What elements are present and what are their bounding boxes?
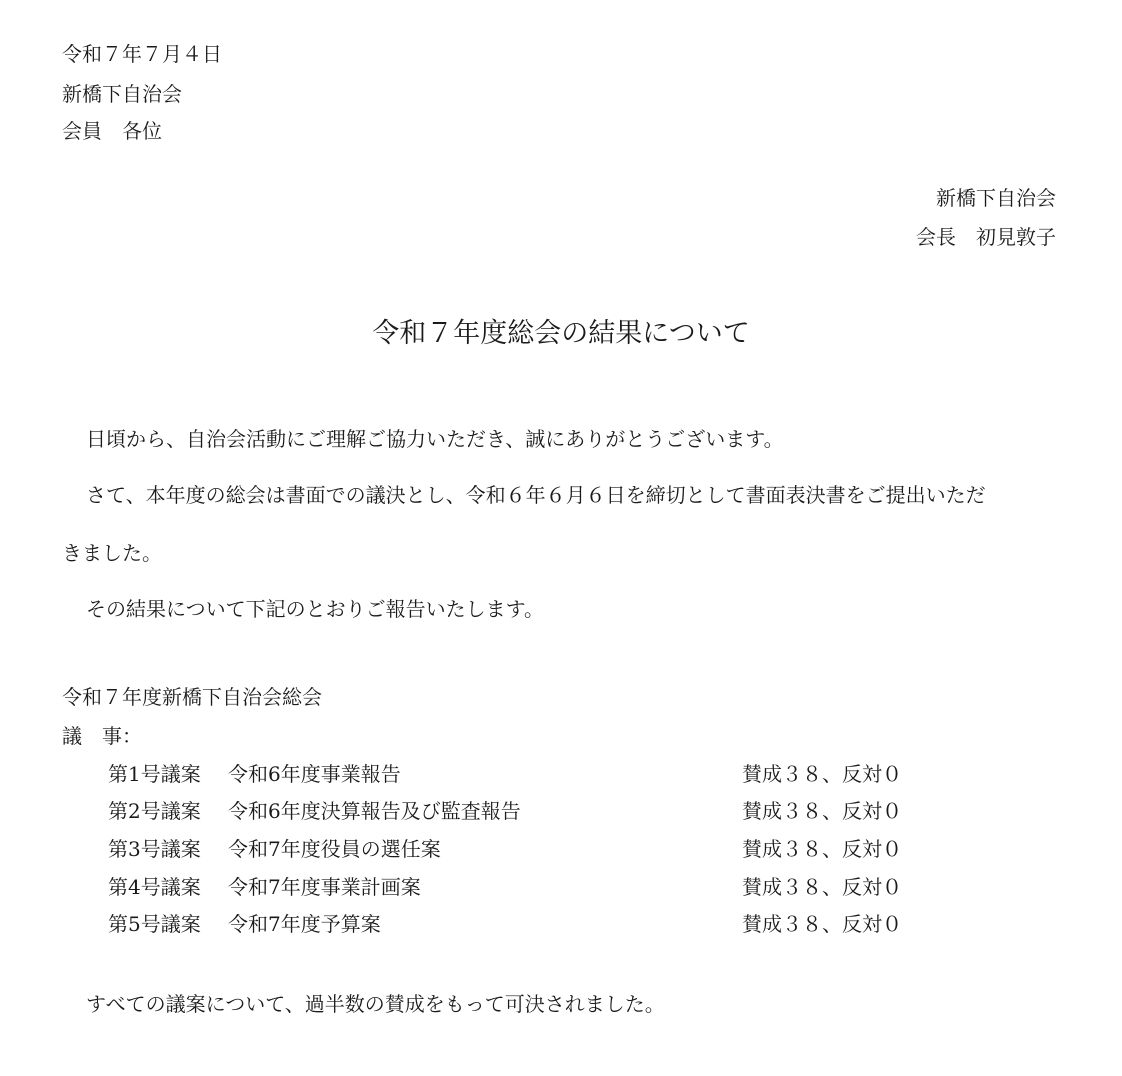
agenda-item-number: 第1号議案 — [108, 762, 201, 786]
body-paragraph-2-line-2: きました。 — [62, 541, 162, 565]
document-date: 令和７年７月４日 — [62, 42, 222, 66]
agenda-item-title: 令和6年度決算報告及び監査報告 — [228, 799, 521, 823]
meeting-name: 令和７年度新橋下自治会総会 — [62, 685, 322, 709]
agenda-label: 議 事： — [62, 724, 142, 748]
conclusion: すべての議案について、過半数の賛成をもって可決されました。 — [86, 992, 665, 1016]
body-paragraph-1: 日頃から、自治会活動にご理解ご協力いただき、誠にありがとうございます。 — [86, 427, 784, 451]
agenda-item-result: 賛成３８、反対０ — [742, 762, 902, 786]
recipient: 会員 各位 — [62, 119, 162, 143]
agenda-item-result: 賛成３８、反対０ — [742, 912, 902, 936]
agenda-item-title: 令和6年度事業報告 — [228, 762, 401, 786]
agenda-item-result: 賛成３８、反対０ — [742, 837, 902, 861]
agenda-item-number: 第2号議案 — [108, 799, 201, 823]
recipient-organization: 新橋下自治会 — [62, 82, 182, 106]
agenda-item-title: 令和7年度事業計画案 — [228, 875, 421, 899]
agenda-item-title: 令和7年度役員の選任案 — [228, 837, 441, 861]
agenda-item-number: 第5号議案 — [108, 912, 201, 936]
document-title: 令和７年度総会の結果について — [372, 318, 750, 349]
body-paragraph-2-line-1: さて、本年度の総会は書面での議決とし、令和６年６月６日を締切として書面表決書をご提出いただ — [86, 483, 986, 507]
agenda-item-number: 第4号議案 — [108, 875, 201, 899]
sender-name: 会長 初見敦子 — [916, 225, 1056, 249]
agenda-item-result: 賛成３８、反対０ — [742, 875, 902, 899]
agenda-item-result: 賛成３８、反対０ — [742, 799, 902, 823]
body-paragraph-3: その結果について下記のとおりご報告いたします。 — [86, 597, 544, 621]
agenda-item-title: 令和7年度予算案 — [228, 912, 381, 936]
sender-organization: 新橋下自治会 — [936, 186, 1056, 210]
agenda-item-number: 第3号議案 — [108, 837, 201, 861]
